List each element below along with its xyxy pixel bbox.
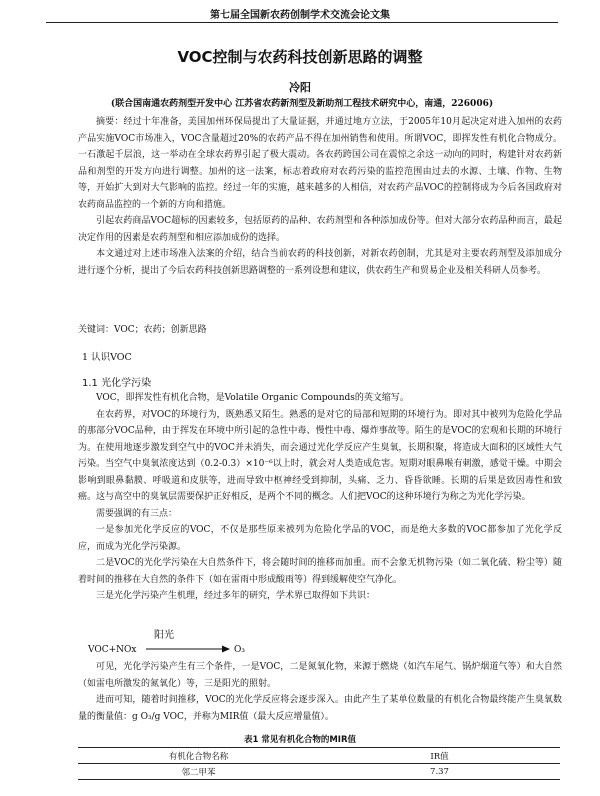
mir-table xyxy=(78,747,560,780)
running-header: 第七届全国新农药创制学术交流会论文集 xyxy=(210,10,390,21)
section-heading: 1 认识VOC xyxy=(82,352,132,363)
reaction-condition: 阳光 xyxy=(154,630,174,641)
table-header-row xyxy=(78,748,560,764)
table-caption: 表1 常见有机化合物的MIR值 xyxy=(243,735,357,745)
table-header-cell: IR值 xyxy=(319,748,560,764)
author-affiliation: (联合国南通农药剂型开发中心 江苏省农药新剂型及新助剂工程技术研究中心，南通，226006) xyxy=(110,99,494,109)
table-row xyxy=(78,764,560,780)
table-cell: 邻二甲苯 xyxy=(78,764,319,780)
abstract-paragraph: 摘要：经过十年准备，美国加州环保局提出了大量证据，并通过地方立法，于2005年10月起决定对进入加州的农药产品实施VOC市场准入，VOC含量超过20%的农药产品不得在加州销售和使用。所谓VOC，即挥发性有机化合物成分。一石激起千层浪，这一举动在全球农药界引起了极大震动。各农药跨国公司在震惊之余这一动向的同时，构建针对农药新品和剂型的开发方向进行调整。加州的这一法案，标志着政府对农药污染的监控范围由过去的水源、土壤、作物、生物等，开始扩大到对大气影响的监控。经过一年的实施，越来越多的人相信，对农药产品VOC的控制将成为今后各国政府对农药商品监控的一个新的方向和措施。 xyxy=(78,117,562,210)
reaction-arrow-icon xyxy=(146,642,230,656)
body-paragraph: 一是参加光化学反应的VOC，不仅是那些原来被列为危险化学品的VOC，而是绝大多数的VOC都参加了光化学反应，而成为光化学污染源。 xyxy=(78,525,562,552)
paper-title: VOC控制与农药科技创新思路的调整 xyxy=(177,48,423,66)
abstract-paragraph: 引起农药商品VOC超标的因素较多，包括原药的品种、农药剂型和各种添加成份等。但对大部分农药品种而言，最起决定作用的因素是农药剂型和相应添加成份的选择。 xyxy=(78,216,562,243)
abstract-paragraph: 本文通过对上述市场准入法案的介绍，结合当前农药的科技创新，对新农药创制，尤其是对主要农药剂型及添加成分进行逐个分析，提出了今后农药科技创新思路调整的一系列设想和建议，供农药生产和贸易企业及相关科研人员参考。 xyxy=(78,249,562,276)
body-paragraph: 在农药界，对VOC的环境行为，既熟悉又陌生。熟悉的是对它的局部和短期的环境行为。即对其中被列为危险化学品的那部分VOC品种，由于挥发在环境中所引起的急性中毒、慢性中毒、爆炸事故等。陌生的是VOC的宏观和长期的环境行为。在使用地逐步激发到空气中的VOC并未消失，而会通过光化学反应产生臭氧，长期积聚，将造成大面积的区域性大气污染。当空气中臭氧浓度达到（0.2-0.3）×10⁻⁶以上时，就会对人类造成危害。短期对眼鼻喉有刺激，感觉干燥。中期会影响到眼鼻黏膜、呼吸道和皮肤等，进而导致中枢神经受到抑制，头痛、乏力、昏昏欲睡。长期的后果是致因毒性和致癌。这与高空中的臭氧层需要保护正好相反，是两个不同的概念。人们把VOC的这种环境行为称之为光化学污染。 xyxy=(78,409,562,502)
keywords: 关键词：VOC；农药；创新思路 xyxy=(78,325,207,335)
body-paragraph: 三是光化学污染产生机理，经过多年的研究，学术界已取得如下共识： xyxy=(96,591,376,601)
author-name: 冷阳 xyxy=(289,81,311,94)
table-header-cell: 有机化合物名称 xyxy=(78,748,319,764)
reaction-product: O₃ xyxy=(234,645,245,655)
abstract xyxy=(78,114,562,279)
body-paragraph: 进而可知，随着时间推移，VOC的光化学反应将会逐步深入。由此产生了某单位数量的有机化合物最终能产生臭氧数量的衡量值：g O₃/g VOC，并称为MIR值（最大反应增量值）。 xyxy=(78,695,562,722)
body-paragraph: 二是VOC的光化学污染在大自然条件下，将会随时间的推移而加重。而不会象无机物污染（如二氧化硫、粉尘等）随着时间的推移在大自然的条件下（如在雷雨中形成酸雨等）得到缓解使空气净化。 xyxy=(78,558,562,585)
body-paragraph: 可见，光化学污染产生有三个条件，一是VOC，二是氮氧化物，来源于燃烧（如汽车尾气、锅炉烟道气等）和大自然（如雷电所激发的氮氧化）等，三是阳光的照射。 xyxy=(78,662,562,689)
subsection-heading: 1.1 光化学污染 xyxy=(82,378,152,389)
body-paragraph: VOC，即挥发性有机化合物，是Volatile Organic Compounds的英文缩写。 xyxy=(96,393,409,403)
header-rule xyxy=(46,22,558,23)
reaction-reactants: VOC+NOx xyxy=(88,645,137,655)
body-text-continued xyxy=(78,659,562,725)
body-text xyxy=(78,390,562,605)
body-paragraph: 需要强调的有三点： xyxy=(96,508,178,519)
table-cell: 7.37 xyxy=(319,764,560,780)
